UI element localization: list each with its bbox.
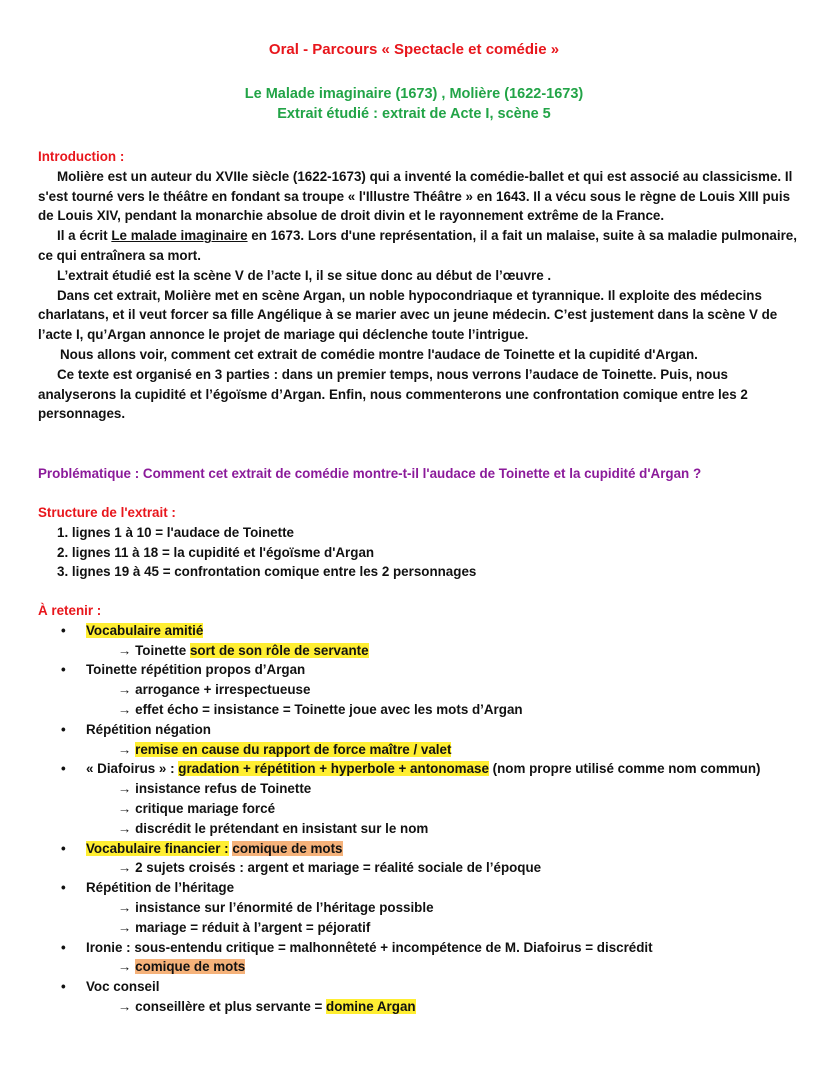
retenir-section [38,601,818,1017]
intro-paragraph-5: Nous allons voir, comment cet extrait de comédie montre l'audace de Toinette et la cupidité d'Argan. [60,346,698,362]
retenir-8-sub-text: conseillère et plus servante = [135,998,327,1014]
intro-p2-start: Il a écrit [57,228,112,244]
retenir-6-sub-1: insistance sur l’énormité de l’héritage possible [135,899,434,915]
bullet-icon: • [61,979,66,995]
retenir-item-6 [38,878,818,937]
retenir-item-2 [38,660,818,719]
retenir-3-sub-highlight: remise en cause du rapport de force maître / valet [135,741,452,757]
structure-item-2: 2. lignes 11 à 18 = la cupidité et l'égoïsme d'Argan [57,544,375,560]
structure-item-1: 1. lignes 1 à 10 = l'audace de Toinette [57,524,294,540]
retenir-2-sub-1: arrogance + irrespectueuse [135,682,311,698]
structure-list [38,523,808,582]
retenir-list [38,621,818,1017]
arrow-icon: → [118,701,132,717]
arrow-icon: → [118,998,132,1014]
structure-item-3: 3. lignes 19 à 45 = confrontation comique entre les 2 personnages [57,564,477,580]
extract-subtitle: Extrait étudié : extrait de Acte I, scène 5 [277,106,551,122]
intro-paragraph-2 [38,226,808,266]
arrow-icon: → [118,959,132,975]
arrow-icon: → [118,919,132,935]
bullet-icon: • [61,840,66,856]
introduction-section [38,147,808,424]
retenir-4-label-end: (nom propre utilisé comme nom commun) [488,761,761,777]
retenir-label-8: Voc conseil [86,979,160,995]
retenir-item-5 [38,839,818,879]
arrow-icon: → [118,682,132,698]
structure-heading: Structure de l'extrait : [38,505,176,520]
retenir-7-sub-orange: comique de mots [135,959,246,975]
structure-section [38,503,808,582]
retenir-5-sub-1: 2 sujets croisés : argent et mariage = réalité sociale de l’époque [135,860,542,876]
arrow-icon: → [118,800,132,816]
bullet-icon: • [61,662,66,678]
retenir-label-3: Répétition négation [86,721,211,737]
arrow-icon: → [118,741,132,757]
problematique: Problématique : Comment cet extrait de comédie montre-t-il l'audace de Toinette et la cupidité d'Argan ? [38,466,702,481]
bullet-icon: • [61,880,66,896]
bullet-icon: • [61,939,66,955]
page-title: Oral - Parcours « Spectacle et comédie » [268,41,560,58]
retenir-label-2: Toinette répétition propos d’Argan [86,662,306,678]
retenir-item-3 [38,720,818,760]
retenir-item-8 [38,977,818,1017]
retenir-4-label-highlight: gradation + répétition + hyperbole + antonomase [178,761,489,777]
arrow-icon: → [118,781,132,797]
intro-paragraph-1: Molière est un auteur du XVIIe siècle (1622-1673) qui a inventé la comédie-ballet et qui est associé au classicisme. Il s'est tourné vers le théâtre en fondant sa troupe « l'Illustre Théâtre » en 1643. Il a vécu sous le règne de Louis XIII puis de Louis XIV, pendant la monarchie absolue de droit divin et le rayonnement extrême de la France. [38,168,793,224]
bullet-icon: • [61,761,66,777]
retenir-item-1 [38,621,818,661]
retenir-4-sub-3: discrédit le prétendant en insistant sur le nom [135,820,429,836]
retenir-4-sub-2: critique mariage forcé [135,800,276,816]
retenir-4-label-start: « Diafoirus » : [86,761,179,777]
arrow-icon: → [118,820,132,836]
arrow-icon: → [118,860,132,876]
work-title: Le Malade imaginaire (1673) , Molière (1622-1673) [244,86,584,102]
retenir-5-label-orange: comique de mots [232,840,343,856]
retenir-label-7: Ironie : sous-entendu critique = malhonnêteté + incompétence de M. Diafoirus = discrédit [86,939,653,955]
retenir-1-sub-highlight: sort de son rôle de servante [189,642,369,658]
intro-p2-end: en 1673. Lors d'une représentation, il a fait un malaise, suite à sa maladie pulmonaire, ce qui entraînera sa mort. [38,228,797,263]
bullet-icon: • [61,721,66,737]
retenir-item-7 [38,938,818,978]
retenir-label-1: Vocabulaire amitié [86,622,204,638]
arrow-icon: → [118,642,132,658]
intro-paragraph-6: Ce texte est organisé en 3 parties : dans un premier temps, nous verrons l’audace de Toinette. Puis, nous analyserons la cupidité et l’égoïsme d’Argan. Enfin, nous commenterons une confrontation comique entre les 2 personnages. [38,366,748,422]
retenir-1-sub-text: Toinette [135,642,190,658]
retenir-label-6: Répétition de l’héritage [86,880,235,896]
work-title-underlined: Le malade imaginaire [111,228,248,244]
intro-paragraph-4: Dans cet extrait, Molière met en scène Argan, un noble hypocondriaque et tyrannique. Il exploite des médecins charlatans, et il veut forcer sa fille Angélique à se marier avec un jeune médecin. C’est justement dans la scène V de l’acte I, qu’Argan annonce le projet de mariage qui déclenche toute l’intrigue. [38,287,778,343]
introduction-heading: Introduction : [38,149,125,164]
retenir-heading: À retenir : [38,603,102,618]
retenir-2-sub-2: effet écho = insistance = Toinette joue avec les mots d’Argan [135,701,523,717]
retenir-8-sub-highlight: domine Argan [326,998,416,1014]
retenir-item-4 [38,759,818,838]
retenir-6-sub-2: mariage = réduit à l’argent = péjoratif [135,919,371,935]
arrow-icon: → [118,899,132,915]
retenir-5-label-highlight: Vocabulaire financier : [86,840,229,856]
retenir-4-sub-1: insistance refus de Toinette [135,781,312,797]
intro-paragraph-3: L’extrait étudié est la scène V de l’acte I, il se situe donc au début de l’œuvre . [57,267,552,283]
bullet-icon: • [61,622,66,638]
